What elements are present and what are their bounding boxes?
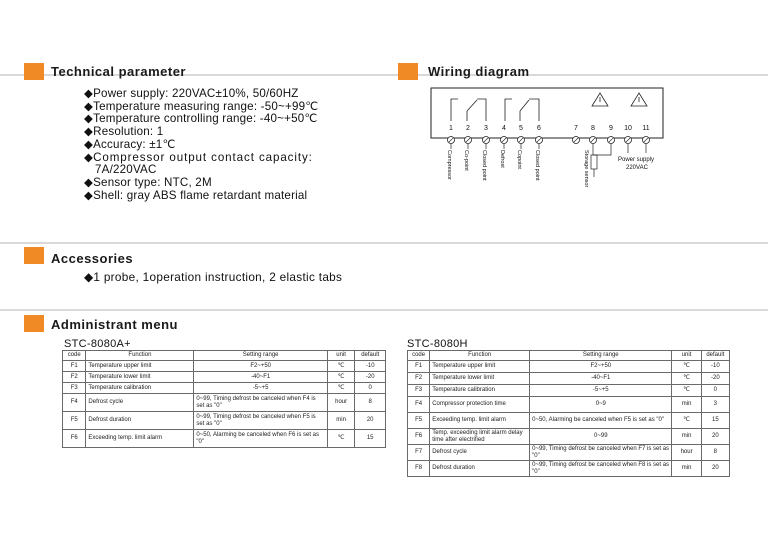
column-header: default <box>701 351 729 361</box>
cell-unit: min <box>672 461 701 477</box>
column-header: Function <box>430 351 530 361</box>
bullet-icon: ◆ <box>84 125 94 139</box>
table-row <box>63 361 386 372</box>
technical-title: Technical parameter <box>51 64 186 79</box>
table-row <box>408 413 730 429</box>
cell-range: 0~9 <box>530 397 672 413</box>
table-header <box>408 351 730 361</box>
power-supply-label: Power supply <box>618 157 655 163</box>
accessories-text: 1 probe, 1operation instruction, 2 elastic tabs <box>93 270 343 284</box>
cell-code: F3 <box>63 383 86 394</box>
spec-item: Temperature measuring range: -50~+99℃ <box>93 99 319 113</box>
cell-default: 8 <box>701 445 729 461</box>
cell-function: Defrost cycle <box>430 445 530 461</box>
cell-code: F6 <box>408 429 430 445</box>
wire-label: Co-point <box>463 150 469 171</box>
column-header: unit <box>327 351 355 361</box>
spec-item: Compressor output contact capacity: <box>93 150 313 164</box>
table-row <box>408 461 730 477</box>
spec-item: Power supply: 220VAC±10%, 50/60HZ <box>93 87 299 100</box>
wire-label: Defrost <box>499 150 505 168</box>
cell-range: 0~99, Timing defrost be canceled when F4 is set as "0" <box>194 394 327 412</box>
terminal-number: 6 <box>537 125 541 132</box>
column-header: code <box>63 351 86 361</box>
cell-unit: min <box>672 429 701 445</box>
cell-unit: min <box>672 397 701 413</box>
cell-range: 0~99 <box>530 429 672 445</box>
cell-default: 20 <box>701 461 729 477</box>
sensor-icon <box>591 151 611 177</box>
cell-function: Temperature upper limit <box>86 361 194 372</box>
section-marker <box>24 315 44 332</box>
terminal-number: 5 <box>519 125 523 132</box>
cell-function: Temperature lower limit <box>86 372 194 383</box>
cell-function: Defrost duration <box>430 461 530 477</box>
wiring-diagram <box>430 87 670 202</box>
cell-default: -10 <box>701 361 729 373</box>
cell-default: 3 <box>701 397 729 413</box>
table-row <box>408 385 730 397</box>
cell-code: F2 <box>63 372 86 383</box>
model-b-label: STC-8080H <box>407 338 468 350</box>
cell-code: F2 <box>408 373 430 385</box>
cell-code: F5 <box>408 413 430 429</box>
terminal-number: 10 <box>624 125 632 132</box>
wire-label: Storage sensor <box>583 150 589 188</box>
voltage-label: 220VAC <box>626 165 648 171</box>
cell-code: F1 <box>63 361 86 372</box>
cell-default: 0 <box>701 385 729 397</box>
accessories-title: Accessories <box>51 251 134 266</box>
column-header: Setting range <box>194 351 327 361</box>
cell-unit: hour <box>327 394 355 412</box>
cell-code: F8 <box>408 461 430 477</box>
cell-unit: ℃ <box>672 413 701 429</box>
cell-range: -40~F1 <box>530 373 672 385</box>
table-row <box>408 397 730 413</box>
terminal-number: 2 <box>466 125 470 132</box>
menu-title: Administrant menu <box>51 317 178 332</box>
cell-function: Defrost duration <box>86 412 194 430</box>
cell-range: -40~F1 <box>194 372 327 383</box>
cell-unit: hour <box>672 445 701 461</box>
spec-item: Sensor type: NTC, 2M <box>93 175 212 189</box>
terminal-number: 3 <box>484 125 488 132</box>
cell-function: Exceeding temp. limit alarm <box>86 430 194 448</box>
section-marker <box>398 63 418 80</box>
cell-unit: ℃ <box>672 361 701 373</box>
table-row <box>408 361 730 373</box>
terminal-number: 1 <box>449 125 453 132</box>
cell-default: 20 <box>701 429 729 445</box>
cell-default: 0 <box>355 383 386 394</box>
menu-table-b <box>407 350 730 477</box>
wiring-title: Wiring diagram <box>428 64 530 79</box>
cell-unit: min <box>327 412 355 430</box>
wire-label: Closed point <box>481 150 487 181</box>
terminal-number: 4 <box>502 125 506 132</box>
menu-table-a <box>62 350 386 448</box>
cell-default: -10 <box>355 361 386 372</box>
wire-label: Copoint <box>516 150 522 169</box>
cell-code: F6 <box>63 430 86 448</box>
cell-unit: ℃ <box>327 383 355 394</box>
cell-range: -5~+5 <box>194 383 327 394</box>
cell-function: Temperature calibration <box>430 385 530 397</box>
spec-item: 7A/220VAC <box>95 163 157 177</box>
spec-item: Accuracy: ±1℃ <box>93 137 176 151</box>
bullet-icon: ◆ <box>84 99 94 113</box>
table-row <box>63 394 386 412</box>
section-divider <box>0 242 768 244</box>
cell-code: F4 <box>63 394 86 412</box>
cell-function: Temp. exceeding limit alarm delay time after electrified <box>430 429 530 445</box>
table-row <box>408 429 730 445</box>
table-row <box>408 373 730 385</box>
bullet-icon: ◆ <box>84 137 94 151</box>
cell-code: F1 <box>408 361 430 373</box>
cell-default: 15 <box>355 430 386 448</box>
cell-range: 0~99, Timing defrost be canceled when F8 is set as "0" <box>530 461 672 477</box>
cell-unit: ℃ <box>672 373 701 385</box>
column-header: default <box>355 351 386 361</box>
cell-default: -20 <box>355 372 386 383</box>
table-row <box>63 372 386 383</box>
column-header: Setting range <box>530 351 672 361</box>
bullet-icon: ◆ <box>84 188 94 202</box>
cell-default: 20 <box>355 412 386 430</box>
column-header: Function <box>86 351 194 361</box>
wire-label: Closed point <box>534 150 540 181</box>
cell-function: Exceeding temp. limit alarm <box>430 413 530 429</box>
cell-code: F4 <box>408 397 430 413</box>
cell-range: 0~50, Alarming be canceled when F6 is set as "0" <box>194 430 327 448</box>
cell-range: 0~99, Timing defrost be canceled when F5 is set as "0" <box>194 412 327 430</box>
cell-unit: ℃ <box>327 430 355 448</box>
bullet-icon: ◆ <box>84 87 94 100</box>
cell-code: F3 <box>408 385 430 397</box>
table-header <box>63 351 386 361</box>
section-marker <box>24 63 44 80</box>
cell-range: 0~50, Alarming be canceled when F5 is set as "0" <box>530 413 672 429</box>
cell-unit: ℃ <box>327 361 355 372</box>
bullet-icon: ◆ <box>84 150 94 164</box>
cell-unit: ℃ <box>327 372 355 383</box>
section-divider <box>0 309 768 311</box>
cell-default: -20 <box>701 373 729 385</box>
column-header: unit <box>672 351 701 361</box>
cell-function: Temperature upper limit <box>430 361 530 373</box>
terminal-number: 8 <box>591 125 595 132</box>
terminal-number: 7 <box>574 125 578 132</box>
table-row <box>63 430 386 448</box>
relay-1-icon <box>451 99 539 121</box>
section-marker <box>24 247 44 264</box>
cell-function: Defrost cycle <box>86 394 194 412</box>
bullet-icon: ◆ <box>84 270 94 284</box>
spec-item: Temperature controlling range: -40~+50℃ <box>93 112 318 126</box>
spec-item: Shell: gray ABS flame retardant material <box>93 188 308 202</box>
warning-icon <box>592 93 647 106</box>
cell-range: F2~+50 <box>194 361 327 372</box>
cell-range: -5~+5 <box>530 385 672 397</box>
cell-code: F7 <box>408 445 430 461</box>
wire-label: Compressor <box>446 150 452 180</box>
table-row <box>63 383 386 394</box>
bullet-icon: ◆ <box>84 112 94 126</box>
spec-item: Resolution: 1 <box>93 125 164 139</box>
cell-unit: ℃ <box>672 385 701 397</box>
cell-function: Temperature lower limit <box>430 373 530 385</box>
cell-range: F2~+50 <box>530 361 672 373</box>
cell-default: 8 <box>355 394 386 412</box>
accessories-item <box>84 270 342 284</box>
model-a-label: STC-8080A+ <box>64 338 131 350</box>
cell-range: 0~99, Timing defrost be canceled when F7 is set as "0" <box>530 445 672 461</box>
terminal-number: 11 <box>642 125 650 132</box>
table-row <box>408 445 730 461</box>
cell-function: Compressor protection time <box>430 397 530 413</box>
cell-default: 15 <box>701 413 729 429</box>
technical-list <box>84 88 319 202</box>
column-header: code <box>408 351 430 361</box>
cell-function: Temperature calibration <box>86 383 194 394</box>
table-row <box>63 412 386 430</box>
bullet-icon: ◆ <box>84 175 94 189</box>
terminal-number: 9 <box>609 125 613 132</box>
cell-code: F5 <box>63 412 86 430</box>
